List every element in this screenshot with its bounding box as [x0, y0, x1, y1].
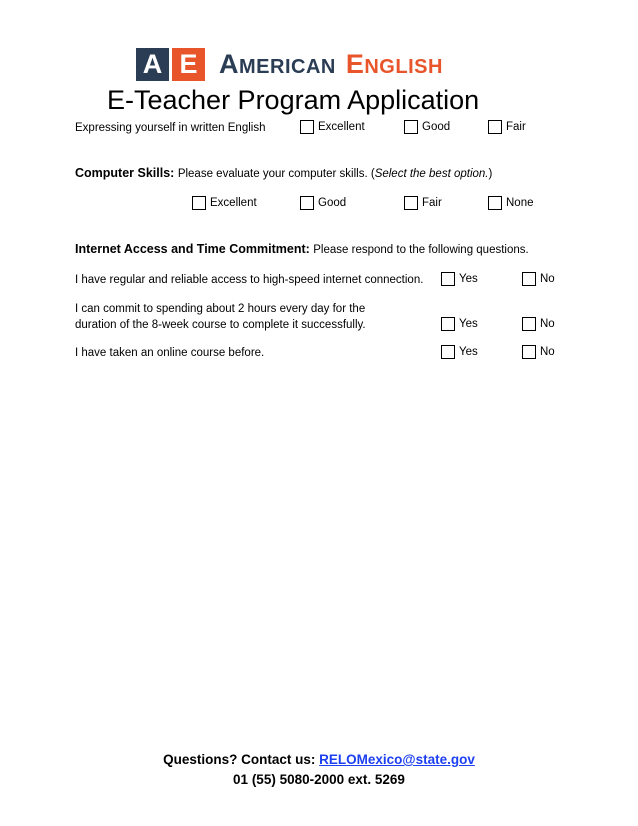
- computer-option-good[interactable]: Good: [300, 196, 346, 210]
- question-internet-access: I have regular and reliable access to high-speed internet connection.: [75, 274, 424, 286]
- contact-email-link[interactable]: RELOMexico@state.gov: [319, 752, 475, 767]
- computer-option-excellent[interactable]: Excellent: [192, 196, 257, 210]
- q3-yes-option[interactable]: Yes: [441, 345, 478, 359]
- checkbox[interactable]: [192, 196, 206, 210]
- american-english-logo: [136, 46, 443, 82]
- writing-option-good[interactable]: Good: [404, 120, 450, 134]
- writing-option-fair[interactable]: Fair: [488, 120, 526, 134]
- checkbox[interactable]: [300, 196, 314, 210]
- question-time-commitment-line2: duration of the 8-week course to complete it successfully.: [75, 319, 366, 331]
- q1-yes-option[interactable]: Yes: [441, 272, 478, 286]
- checkbox[interactable]: [441, 317, 455, 331]
- q2-yes-option[interactable]: Yes: [441, 317, 478, 331]
- q1-no-option[interactable]: No: [522, 272, 555, 286]
- internet-heading: Internet Access and Time Commitment: Please respond to the following questions.: [75, 242, 529, 256]
- writing-label: Expressing yourself in written English: [75, 122, 266, 134]
- checkbox[interactable]: [441, 272, 455, 286]
- question-online-course: I have taken an online course before.: [75, 347, 265, 359]
- logo-letter-e: E: [172, 48, 205, 81]
- computer-option-fair[interactable]: Fair: [404, 196, 442, 210]
- checkbox[interactable]: [522, 317, 536, 331]
- checkbox[interactable]: [441, 345, 455, 359]
- q2-no-option[interactable]: No: [522, 317, 555, 331]
- checkbox[interactable]: [522, 345, 536, 359]
- checkbox[interactable]: [404, 120, 418, 134]
- logo-letter-a: A: [136, 48, 169, 81]
- computer-option-none[interactable]: None: [488, 196, 534, 210]
- logo-word-american: AMERICAN: [219, 48, 336, 79]
- checkbox[interactable]: [522, 272, 536, 286]
- checkbox[interactable]: [488, 196, 502, 210]
- logo-word-english: ENGLISH: [345, 48, 443, 79]
- q3-no-option[interactable]: No: [522, 345, 555, 359]
- checkbox[interactable]: [404, 196, 418, 210]
- checkbox[interactable]: [300, 120, 314, 134]
- question-time-commitment-line1: I can commit to spending about 2 hours every day for the: [75, 303, 366, 315]
- footer-phone: 01 (55) 5080-2000 ext. 5269: [233, 772, 405, 787]
- footer-contact: Questions? Contact us: RELOMexico@state.gov: [163, 752, 475, 767]
- page-title: E-Teacher Program Application: [107, 85, 480, 115]
- checkbox[interactable]: [488, 120, 502, 134]
- computer-skills-heading: Computer Skills: Please evaluate your computer skills. (Select the best option.): [75, 166, 493, 180]
- writing-option-excellent[interactable]: Excellent: [300, 120, 365, 134]
